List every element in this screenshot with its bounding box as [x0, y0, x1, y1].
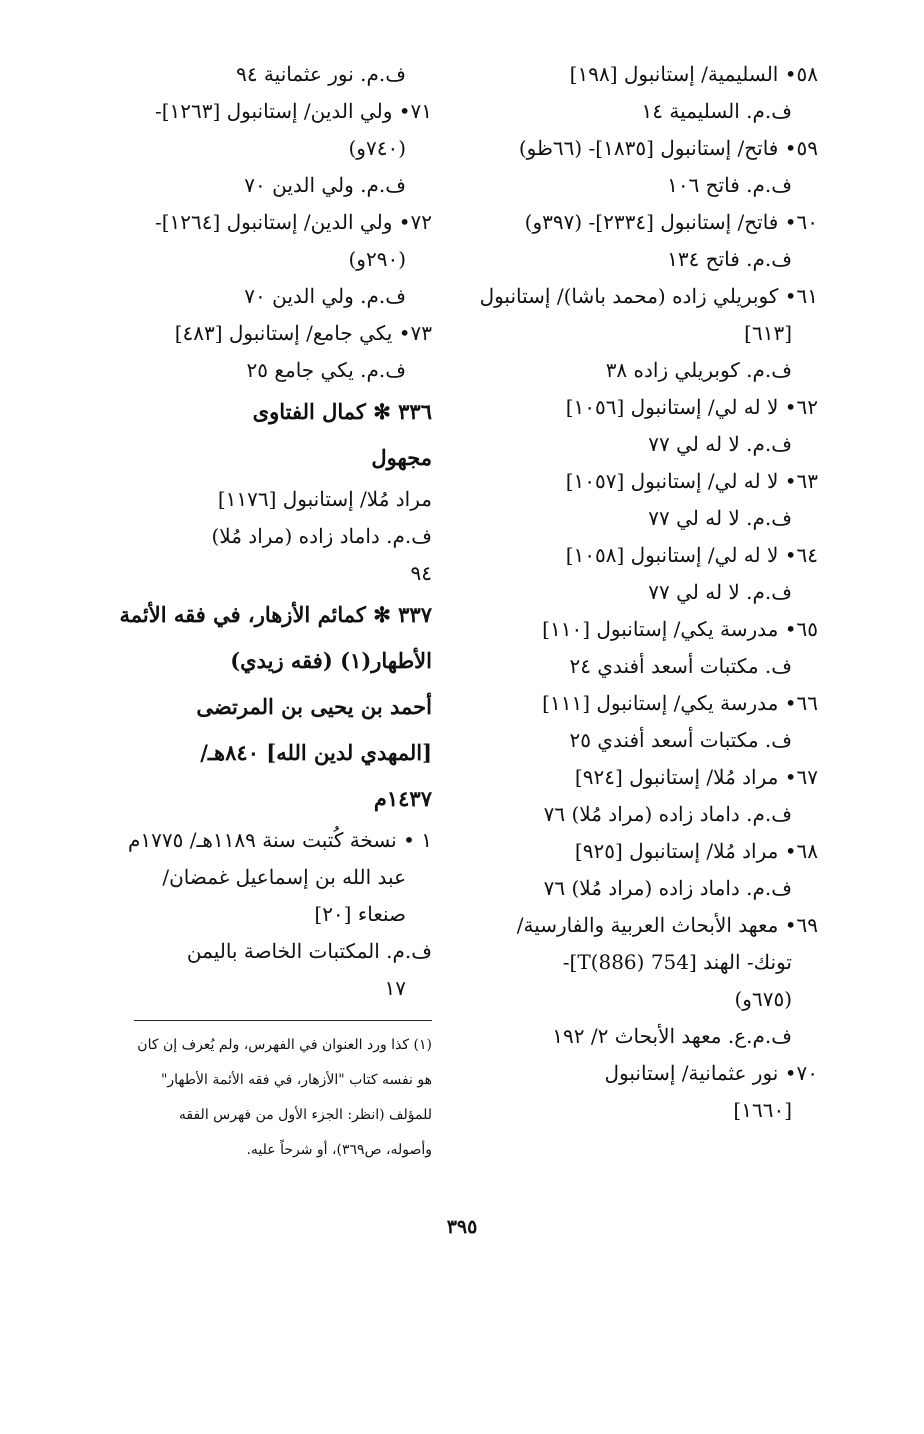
text-line: ٦١• كوبريلي زاده (محمد باشا)/ إستانبول [479, 284, 818, 308]
text-line: ف.م. داماد زاده (مراد مُلا) [211, 524, 432, 548]
text-line: تونك- الهند [754 T(886)]- [562, 950, 792, 974]
text-line: ف.م. داماد زاده (مراد مُلا) ٧٦ [543, 876, 792, 900]
text-line: ف.م.ع. معهد الأبحاث ٢/ ١٩٢ [552, 1024, 792, 1048]
text-line: ف. مكتبات أسعد أفندي ٢٤ [569, 654, 792, 678]
text-line: ٦٤• لا له لي/ إستانبول [١٠٥٨] [565, 543, 818, 567]
text-line: [١٦٦٠] [733, 1098, 792, 1122]
heading-line: ١٤٣٧م [373, 786, 432, 811]
text-line: ف.م. لا له لي ٧٧ [648, 506, 792, 530]
heading-line: [المهدي لدين الله] ٨٤٠هـ/ [200, 740, 432, 765]
text-line: ٧٣• يكي جامع/ إستانبول [٤٨٣] [174, 321, 432, 345]
text-line: ٦٢• لا له لي/ إستانبول [١٠٥٦] [565, 395, 818, 419]
text-line: عبد الله بن إسماعيل غمضان/ [162, 865, 406, 889]
text-line: ف.م. نور عثمانية ٩٤ [236, 62, 406, 86]
heading-line: ٣٣٧ ✻ كمائم الأزهار، في فقه الأئمة [119, 602, 432, 627]
text-line: ١٧ [384, 976, 406, 1000]
text-line: ١ • نسخة كُتبت سنة ١١٨٩هـ/ ١٧٧٥م [128, 828, 432, 852]
text-line: ف.م. يكي جامع ٢٥ [246, 358, 406, 382]
footnote-line: وأصوله، ص٣٦٩)، أو شرحاً عليه. [246, 1142, 432, 1158]
footnote-line: هو نفسه كتاب "الأزهار، في فقه الأئمة الأطهار" [160, 1072, 432, 1088]
text-line: ف.م. كوبريلي زاده ٣٨ [605, 358, 792, 382]
text-line: ف.م. فاتح ١٣٤ [667, 247, 792, 271]
right-column [478, 56, 818, 1129]
heading-line: مجهول [371, 445, 432, 470]
text-line: ف.م. ولي الدين ٧٠ [244, 173, 406, 197]
text-line: (٦٧٥و) [734, 987, 792, 1011]
heading-line: أحمد بن يحيى بن المرتضى [196, 694, 432, 719]
page-number: ٣٩٥ [446, 1216, 478, 1238]
text-line: ف.م. لا له لي ٧٧ [648, 580, 792, 604]
text-line: ٩٤ [410, 561, 432, 585]
text-line: ف.م. السليمية ١٤ [641, 99, 792, 123]
text-line: ف.م. داماد زاده (مراد مُلا) ٧٦ [543, 802, 792, 826]
text-line: ٦٣• لا له لي/ إستانبول [١٠٥٧] [565, 469, 818, 493]
footnote-line: للمؤلف (انظر: الجزء الأول من فهرس الفقه [178, 1107, 432, 1123]
footnotes [96, 1028, 432, 1168]
text-line: ٦٦• مدرسة يكي/ إستانبول [١١١] [542, 691, 818, 715]
text-line: ف. مكتبات أسعد أفندي ٢٥ [569, 728, 792, 752]
text-line: ف.م. المكتبات الخاصة باليمن [186, 939, 432, 963]
text-line: ف.م. لا له لي ٧٧ [648, 432, 792, 456]
text-line: ٦٩• معهد الأبحاث العربية والفارسية/ [516, 913, 818, 937]
text-line: ٦٥• مدرسة يكي/ إستانبول [١١٠] [542, 617, 818, 641]
text-line: ٦٨• مراد مُلا/ إستانبول [٩٢٥] [574, 839, 818, 863]
heading-line: ٣٣٦ ✻ كمال الفتاوى [252, 399, 432, 424]
text-line: ٦٧• مراد مُلا/ إستانبول [٩٢٤] [574, 765, 818, 789]
text-line: ٥٨• السليمية/ إستانبول [١٩٨] [569, 62, 818, 86]
text-line: ٧٠• نور عثمانية/ إستانبول [604, 1061, 818, 1085]
text-line: ٦٠• فاتح/ إستانبول [٢٣٣٤]- (٣٩٧و) [524, 210, 818, 234]
text-line: ٧٢• ولي الدين/ إستانبول [١٢٦٤]- [154, 210, 432, 234]
text-line: (٢٩٠و) [348, 247, 406, 271]
heading-line: الأطهار(١) (فقه زيدي) [230, 648, 432, 673]
footnote-divider [134, 1020, 432, 1021]
text-line: ٥٩• فاتح/ إستانبول [١٨٣٥]- (٦٦ظو) [518, 136, 818, 160]
footnote-line: (١) كذا ورد العنوان في الفهرس، ولم يُعرف إن كان [137, 1037, 432, 1053]
text-line: ف.م. فاتح ١٠٦ [667, 173, 792, 197]
text-line: ف.م. ولي الدين ٧٠ [244, 284, 406, 308]
text-line: مراد مُلا/ إستانبول [١١٧٦] [217, 487, 432, 511]
text-line: (٧٤٠و) [348, 136, 406, 160]
text-line: ٧١• ولي الدين/ إستانبول [١٢٦٣]- [154, 99, 432, 123]
left-column [96, 56, 432, 1007]
text-line: [٦١٣] [744, 321, 792, 345]
text-line: صنعاء [٢٠] [314, 902, 406, 926]
